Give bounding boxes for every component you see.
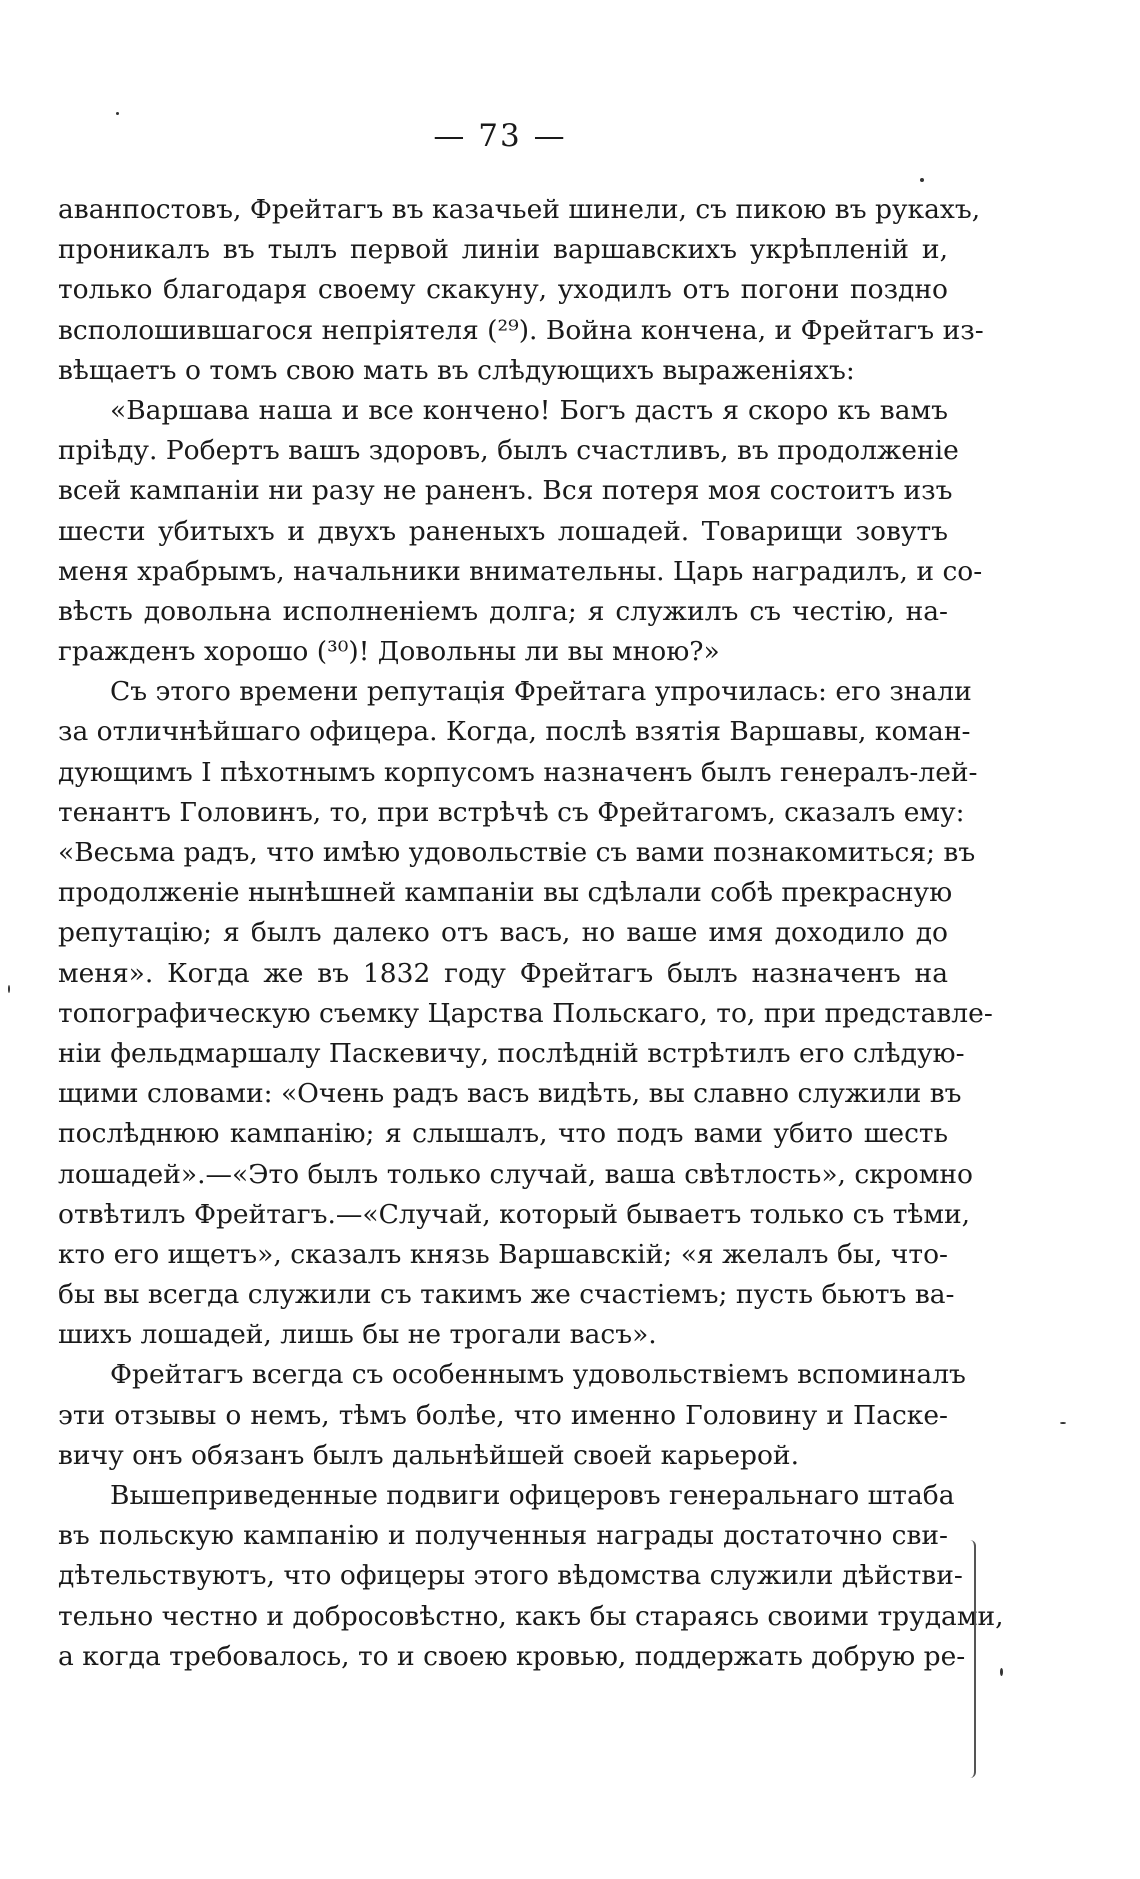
- text-line: кто его ищетъ», сказалъ князь Варшавскій; «я желалъ бы, что-: [58, 1238, 948, 1270]
- text-line: «Весьма радъ, что имѣю удовольствіе съ вами познакомиться; въ: [58, 837, 976, 868]
- text-line: за отличнѣйшаго офицера. Когда, послѣ взятія Варшавы, коман-: [58, 716, 971, 748]
- scan-speck: [920, 178, 924, 182]
- text-line: шести убитыхъ и двухъ раненыхъ лошадей. Товарищи зовутъ: [58, 515, 948, 547]
- text-line: гражденъ хорошо (³⁰)! Довольны ли вы мною?»: [58, 636, 720, 668]
- text-line: продолженіе нынѣшней кампаніи вы сдѣлали собѣ прекрасную: [58, 877, 953, 909]
- text-line: всей кампаніи ни разу не раненъ. Вся потеря моя состоитъ изъ: [58, 475, 953, 507]
- text-line: проникалъ въ тылъ первой линіи варшавскихъ укрѣпленій и,: [58, 234, 948, 266]
- text-line: пріѣду. Робертъ вашъ здоровъ, былъ счастливъ, въ продолженіе: [58, 435, 959, 467]
- text-line: тельно честно и добросовѣстно, какъ бы стараясь своими трудами,: [58, 1600, 1004, 1632]
- text-line: всполошившагося непріятеля (²⁹). Война кончена, и Фрейтагъ из-: [58, 314, 984, 346]
- text-line: меня храбрымъ, начальники внимательны. Царь наградилъ, и со-: [58, 555, 983, 587]
- text-line: «Варшава наша и все кончено! Богъ дастъ я скоро къ вамъ: [110, 394, 948, 426]
- text-line: вѣщаетъ о томъ свою мать въ слѣдующихъ выраженіяхъ:: [58, 354, 855, 386]
- scan-speck: [8, 985, 10, 993]
- text-line: аванпостовъ, Фрейтагъ въ казачьей шинели, съ пикою въ рукахъ,: [58, 194, 981, 225]
- margin-bracket-mark: [966, 1540, 976, 1778]
- page-number: — 73 —: [433, 118, 567, 154]
- text-line: вѣсть довольна исполненіемъ долга; я служилъ съ честію, на-: [58, 595, 948, 627]
- text-line: лошадей».—«Это былъ только случай, ваша свѣтлость», скромно: [58, 1158, 973, 1190]
- scan-speck: [1000, 1668, 1003, 1676]
- text-line: дующимъ I пѣхотнымъ корпусомъ назначенъ былъ генералъ-лей-: [58, 756, 978, 788]
- text-line: Съ этого времени репутація Фрейтага упрочилась: его знали: [110, 676, 972, 708]
- text-line: вичу онъ обязанъ былъ дальнѣйшей своей карьерой.: [58, 1439, 800, 1471]
- text-line: репутацію; я былъ далеко отъ васъ, но ваше имя доходило до: [58, 917, 948, 949]
- text-line: Вышеприведенные подвиги офицеровъ генеральнаго штаба: [110, 1480, 955, 1511]
- text-line: отвѣтилъ Фрейтагъ.—«Случай, который бываетъ только съ тѣми,: [58, 1198, 971, 1230]
- text-line: послѣднюю кампанію; я слышалъ, что подъ вами убито шесть: [58, 1118, 948, 1150]
- text-line: дѣтельствуютъ, что офицеры этого вѣдомства служили дѣйстви-: [58, 1560, 963, 1592]
- scan-speck: [1060, 1422, 1066, 1424]
- scan-speck: [116, 112, 119, 115]
- text-line: ніи фельдмаршалу Паскевичу, послѣдній встрѣтилъ его слѣдую-: [58, 1037, 965, 1069]
- text-line: Фрейтагъ всегда съ особеннымъ удовольствіемъ вспоминалъ: [110, 1359, 966, 1391]
- text-line: бы вы всегда служили съ такимъ же счастіемъ; пусть бьютъ ва-: [58, 1279, 955, 1311]
- text-line: тенантъ Головинъ, то, при встрѣчѣ съ Фрейтагомъ, сказалъ ему:: [58, 796, 965, 828]
- text-line: щими словами: «Очень радъ васъ видѣть, вы славно служили въ: [58, 1078, 962, 1110]
- text-line: меня». Когда же въ 1832 году Фрейтагъ былъ назначенъ на: [58, 957, 948, 989]
- text-line: топографическую съемку Царства Польскаго, то, при представле-: [58, 997, 993, 1029]
- text-line: эти отзывы о немъ, тѣмъ болѣе, что именно Головину и Паске-: [58, 1399, 948, 1431]
- text-line: въ польскую кампанію и полученныя награды достаточно сви-: [58, 1520, 948, 1552]
- body-text: [58, 190, 1004, 1677]
- text-line: шихъ лошадей, лишь бы не трогали васъ».: [58, 1319, 657, 1351]
- text-line: только благодаря своему скакуну, уходилъ отъ погони поздно: [58, 274, 948, 306]
- text-line: а когда требовалось, то и своею кровью, поддержать добрую ре-: [58, 1640, 966, 1672]
